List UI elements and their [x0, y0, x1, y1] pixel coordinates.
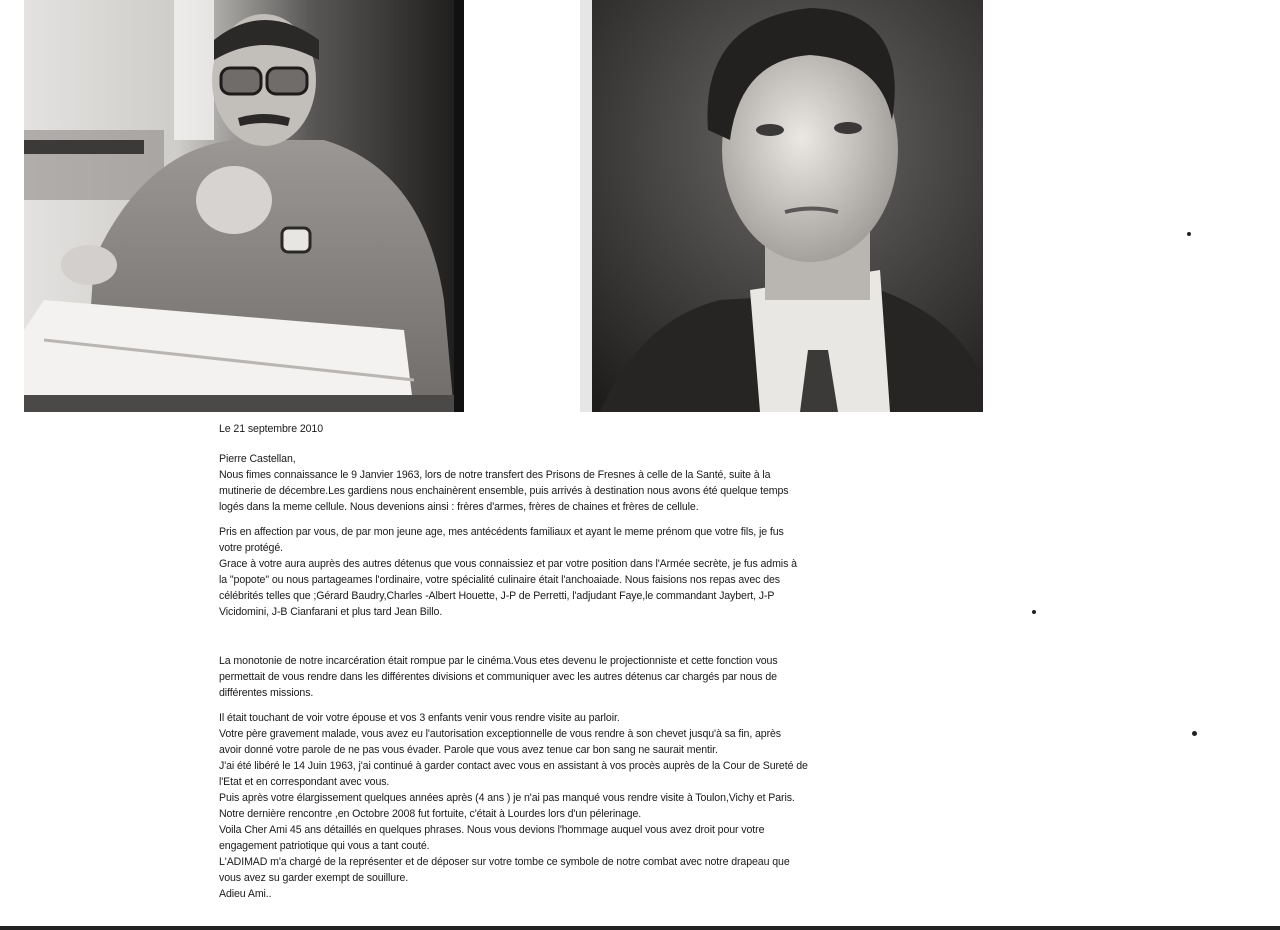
text-line: la "popote" ou nous partageames l'ordinaire, votre spécialité culinaire était l'anchoaiade. Nous faisions nos repas avec des: [219, 574, 780, 586]
text-line: avoir donné votre parole de ne pas vous évader. Parole que vous avez tenue car bon sang ne saurait mentir.: [219, 744, 718, 756]
text-line: Grace à votre aura auprès des autres détenus que vous connaissiez et par votre position dans l'Armée secrète, je fus admis à: [219, 558, 797, 570]
text-line: J'ai été libéré le 14 Juin 1963, j'ai continué à garder contact avec vous en assistant à vos procès auprès de la Cour de Sureté de: [219, 760, 808, 772]
text-line: La monotonie de notre incarcération était rompue par le cinéma.Vous etes devenu le projectionniste et cette fonction vous: [219, 655, 778, 667]
text-line: votre protégé.: [219, 542, 283, 554]
paragraph-4: [219, 710, 831, 902]
text-line: Puis après votre élargissement quelques années après (4 ans ) je n'ai pas manqué vous rendre visite à Toulon,Vichy et Paris.: [219, 792, 795, 804]
portrait-photo-young-man-in-suit: [580, 0, 983, 412]
letter-salutation: Pierre Castellan,: [219, 453, 296, 465]
text-line: L'ADIMAD m'a chargé de la représenter et de déposer sur votre tombe ce symbole de notre combat avec notre drapeau que: [219, 856, 790, 868]
text-line: Adieu Ami..: [219, 888, 272, 900]
text-line: Notre dernière rencontre ,en Octobre 2008 fut fortuite, c'était à Lourdes lors d'un pélerinage.: [219, 808, 642, 820]
text-line: Voila Cher Ami 45 ans détaillés en quelques phrases. Nous vous devions l'hommage auquel vous avez droit pour votre: [219, 824, 765, 836]
text-line: engagement patriotique qui vous a tant couté.: [219, 840, 430, 852]
paragraph-1: [219, 467, 831, 515]
text-line: mutinerie de décembre.Les gardiens nous enchainèrent ensemble, puis arrivés à destination nous avons été quelque temps: [219, 485, 789, 497]
text-line: Il était touchant de voir votre épouse et vos 3 enfants venir vous rendre visite au parloir.: [219, 712, 620, 724]
paragraph-3: [219, 653, 831, 701]
scan-speck: [1192, 731, 1197, 736]
text-line: Votre père gravement malade, vous avez eu l'autorisation exceptionnelle de vous rendre à son chevet jusqu'à sa fin, après: [219, 728, 782, 740]
text-line: différentes missions.: [219, 687, 314, 699]
scan-bottom-edge: [0, 926, 1280, 930]
text-line: Pris en affection par vous, de par mon jeune age, mes antécédents familiaux et ayant le meme prénom que votre fils, je fus: [219, 526, 784, 538]
text-line: célébrités telles que ;Gérard Baudry,Charles -Albert Houette, J-P de Perretti, l'adjudant Faye,le commandant Jaybert, J-P: [219, 590, 775, 602]
scan-speck: [1187, 232, 1191, 236]
text-line: vous avez su garder exempt de souillure.: [219, 872, 409, 884]
text-line: Nous fimes connaissance le 9 Janvier 1963, lors de notre transfert des Prisons de Fresnes à celle de la Santé, suite à la: [219, 469, 771, 481]
scan-speck: [1032, 610, 1036, 614]
text-line: permettait de vous rendre dans les différentes divisions et communiquer avec les autres détenus car chargés par nous de: [219, 671, 777, 683]
letter-date: Le 21 septembre 2010: [219, 423, 324, 435]
letter-body: [219, 421, 831, 902]
portrait-photo-man-with-glasses: [24, 0, 464, 412]
paragraph-2: [219, 524, 831, 620]
text-line: logés dans la meme cellule. Nous devenions ainsi : frères d'armes, frères de chaines et frères de cellule.: [219, 501, 699, 513]
text-line: l'Etat et en correspondant avec vous.: [219, 776, 390, 788]
text-line: Vicidomini, J-B Cianfarani et plus tard Jean Billo.: [219, 606, 443, 618]
